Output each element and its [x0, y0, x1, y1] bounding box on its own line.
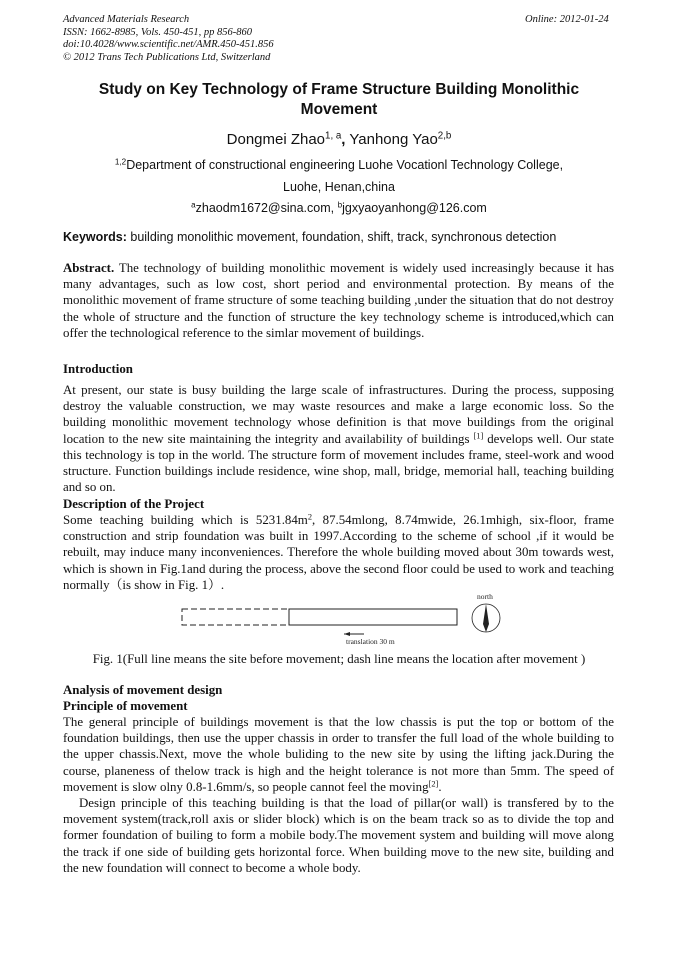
author-list — [64, 131, 614, 149]
affiliation-superscript: 1,2 — [114, 157, 127, 167]
email-superscript: b — [337, 200, 343, 210]
paper-title — [64, 80, 614, 120]
abstract — [63, 260, 614, 341]
figure-1-caption: Fig. 1(Full line means the site before movement; dash line means the location after movement ) — [92, 652, 586, 666]
author-superscript: 1, a — [325, 130, 342, 142]
unit-superscript: 2 — [307, 512, 313, 522]
paragraph-text: At present, our state is busy building the large scale of infrastructures. During the process, supposing destroy the valuable construction, we may waste resources and make a large economic loss. So the building monolithic movement technology whose definition is that move buildings from the original location to the new site maintaining the integrity and availability of buildings — [63, 383, 614, 446]
abstract-text: The technology of building monolithic movement is widely used increasingly because it has many advantages, such as low cost, short period and environmental protection. By means of the monolithic movement of frame structure of some teaching building ,under the situation that do not destroy the whole of structure and the function of structure the key technology scheme is introduced,which can offer the technological reference to the simlar movement of buildings. — [63, 261, 614, 340]
dashed-building-outline — [182, 609, 289, 625]
paragraph-text: Some teaching building which is 5231.84m — [63, 513, 308, 527]
keywords-label: Keywords: — [63, 230, 127, 244]
principle-paragraph-1 — [63, 714, 614, 795]
doi-line: doi:10.4028/www.scientific.net/AMR.450-451.856 — [63, 39, 274, 50]
email-superscript: a — [191, 200, 196, 210]
abstract-label: Abstract. — [63, 261, 115, 275]
figure-1-site-plan — [176, 590, 508, 646]
section-heading-description: Description of the Project — [63, 497, 205, 511]
affiliation-text: Department of constructional engineering Luohe Vocationl Technology College, — [126, 158, 564, 172]
translation-arrowhead — [344, 632, 350, 636]
paragraph-text: The general principle of buildings movement is that the low chassis is put the top or bottom of the foundation buildings, then use the upper chassis in order to transfer the full load of the whole building to the upper chassis.Next, move the whole buliding to the new site by using the lifting jack.During the course, planeness of thelow track is high and the height tolerance is not more than 5mm. The speed of movement is slow olny 0.8-1.6mm/s, so people cannot feel the moving — [63, 715, 614, 794]
author-name: Yanhong Yao — [349, 131, 438, 148]
description-paragraph — [63, 512, 614, 593]
north-label: north — [477, 592, 493, 601]
author-superscript: 2,b — [437, 130, 452, 142]
journal-header — [63, 14, 274, 64]
section-heading-introduction: Introduction — [63, 362, 133, 376]
online-date: Online: 2012-01-24 — [525, 14, 609, 25]
paragraph-text: . — [438, 779, 442, 794]
email-address[interactable]: zhaodm1672@sina.com, — [195, 201, 338, 215]
author-separator: , — [341, 131, 346, 148]
north-arrow-icon — [483, 604, 489, 632]
email-address[interactable]: jgxyaoyanhong@126.com — [342, 201, 487, 215]
email-line — [64, 200, 614, 216]
affiliation-line-2: Luohe, Henan,china — [283, 180, 395, 194]
section-heading-analysis: Analysis of movement design — [63, 683, 223, 697]
solid-building-outline — [289, 609, 457, 625]
introduction-paragraph — [63, 382, 614, 495]
journal-name: Advanced Materials Research — [63, 14, 190, 25]
citation-ref[interactable]: [2] — [428, 779, 439, 789]
principle-paragraph-2: Design principle of this teaching building is that the load of pillar(or wall) is transfered by to the movement system(track,roll axis or slider block) which is on the beam track so as to divide the top and former foundation of builing to form a mobile body.The movement system and building will move along the track if one side of building gets horizontal force. When building move to the new site, building and the new foundation will connect to become a whole body. — [63, 796, 614, 875]
keywords — [63, 229, 618, 245]
author-name: Dongmei Zhao — [226, 131, 326, 148]
translation-label: translation 30 m — [346, 637, 395, 646]
affiliation-line-1 — [64, 157, 614, 173]
keywords-text: building monolithic movement, foundation, shift, track, synchronous detection — [126, 230, 557, 244]
citation-ref[interactable]: [1] — [473, 431, 484, 440]
paragraph-text: develops well. Our state this technology is top in the world. The structure form of movement includes frame, steel-work and wood structure. Function buildings include residence, wine shop, mall, bridge, memorial hall, teaching building and so on. — [63, 431, 614, 495]
paragraph-text: , 87.54mlong, 8.74mwide, 26.1mhigh, six-floor, frame construction and strip foundation was built in 1997.According to the scheme of school ,if it would be rebuilt, may induce many inconveniences. Therefore the whole building moved about 30m towards west, which is shown in Fig.1and during the process, above the second floor could be used to work and teaching normally（is show in Fig. 1）. — [63, 513, 614, 592]
title-line-2: Movement — [300, 101, 378, 118]
copyright-line: © 2012 Trans Tech Publications Ltd, Switzerland — [63, 51, 271, 63]
subsection-heading-principle: Principle of movement — [63, 699, 188, 713]
issn-line: ISSN: 1662-8985, Vols. 450-451, pp 856-860 — [63, 26, 252, 38]
title-line-1: Study on Key Technology of Frame Structure Building Monolithic — [98, 81, 580, 98]
